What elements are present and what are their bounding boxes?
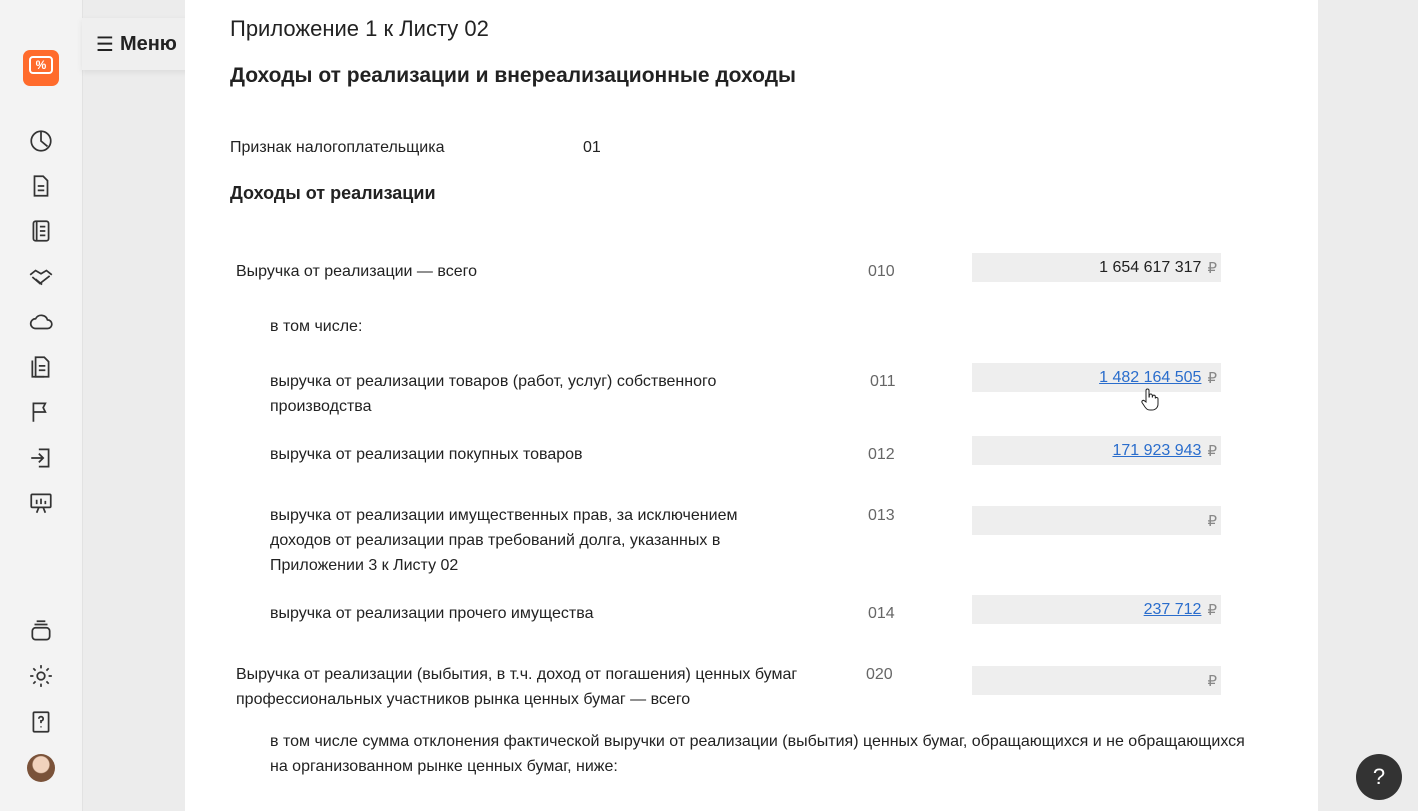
currency-icon: ₽ [1207, 512, 1217, 530]
subheading: Доходы от реализации [230, 183, 436, 203]
row-010-field[interactable] [972, 253, 1221, 282]
row-011-code: 011 [870, 373, 896, 390]
row-020-sub-label: в том числе сумма отклонения фактической выручки от реализации (выбытия) ценных бумаг, обращающихся и не обращающихся на организованном рынке ценных бумаг, ниже: [270, 733, 1245, 775]
handshake-icon[interactable] [28, 264, 54, 290]
documents-icon[interactable] [28, 354, 54, 380]
taxpayer-label: Признак налогоплательщика [230, 139, 445, 156]
sidebar-rail [0, 0, 83, 811]
currency-icon: ₽ [1207, 672, 1217, 690]
section-title: Доходы от реализации и внереализационные доходы [230, 64, 796, 87]
currency-icon: ₽ [1207, 259, 1217, 277]
menu-label: Меню [119, 32, 177, 55]
currency-icon: ₽ [1207, 442, 1217, 460]
document-icon[interactable] [28, 173, 54, 199]
row-013-label: выручка от реализации имущественных прав, за исключением доходов от реализации прав требований долга, указанных в Приложении 3 к Листу 02 [270, 507, 738, 574]
row-012-code: 012 [868, 446, 895, 463]
presentation-icon[interactable] [28, 490, 54, 516]
currency-icon: ₽ [1207, 369, 1217, 387]
stack-icon[interactable] [28, 618, 54, 644]
row-012-field[interactable] [972, 436, 1221, 465]
percent-icon: % [29, 56, 53, 74]
row-011-field[interactable] [972, 363, 1221, 392]
ledger-icon[interactable] [28, 218, 54, 244]
row-010-label: Выручка от реализации — всего [236, 263, 477, 280]
hamburger-icon: ☰ [96, 33, 114, 56]
app-logo[interactable] [23, 50, 59, 86]
help-button[interactable]: ? [1356, 754, 1402, 800]
row-014-label: выручка от реализации прочего имущества [270, 605, 594, 622]
row-012-value-link[interactable]: 171 923 943 [1112, 441, 1202, 459]
avatar[interactable] [27, 754, 55, 782]
row-014-field[interactable] [972, 595, 1221, 624]
row-012-label: выручка от реализации покупных товаров [270, 446, 583, 463]
row-010-code: 010 [868, 263, 895, 280]
row-014-value-link[interactable]: 237 712 [1143, 600, 1202, 618]
row-011-label: выручка от реализации товаров (работ, услуг) собственного производства [270, 373, 717, 415]
currency-icon: ₽ [1207, 601, 1217, 619]
row-014-code: 014 [868, 605, 895, 622]
login-icon[interactable] [28, 445, 54, 471]
gear-icon[interactable] [28, 663, 54, 689]
row-010-value: 1 654 617 317 [1099, 258, 1202, 276]
dashboard-icon[interactable] [28, 128, 54, 154]
hand-cursor-icon [1141, 387, 1159, 411]
row-020-code: 020 [866, 666, 893, 683]
row-013-field[interactable] [972, 506, 1221, 535]
help-book-icon[interactable] [28, 709, 54, 735]
row-013-code: 013 [868, 507, 895, 524]
taxpayer-value: 01 [583, 139, 601, 156]
row-011-value-link[interactable]: 1 482 164 505 [1099, 368, 1202, 386]
subrow-caption: в том числе: [270, 318, 363, 335]
cloud-icon[interactable] [28, 309, 54, 335]
row-020-field[interactable] [972, 666, 1221, 695]
flag-icon[interactable] [28, 399, 54, 425]
appendix-title: Приложение 1 к Листу 02 [230, 16, 489, 41]
row-020-label: Выручка от реализации (выбытия, в т.ч. доход от погашения) ценных бумаг профессиональных участников рынка ценных бумаг — всего [236, 666, 798, 708]
